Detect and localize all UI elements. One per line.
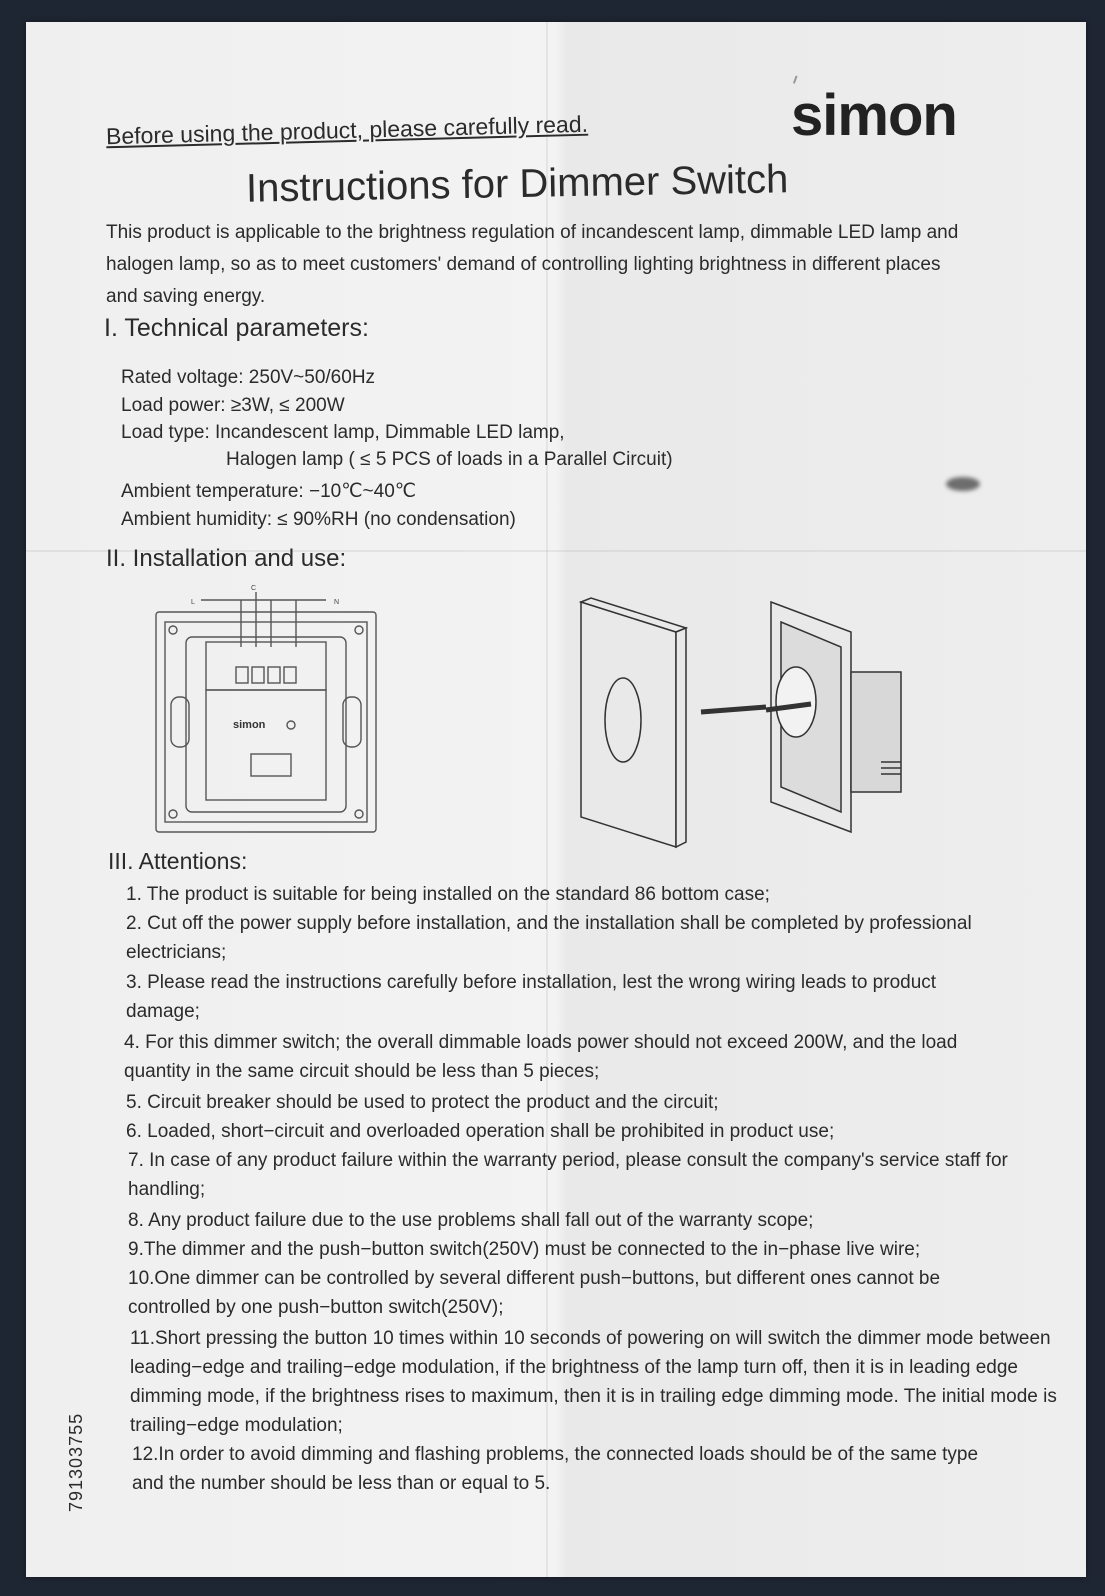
label-c: C — [251, 585, 257, 592]
param-load-power: Load power: ≥3W, ≤ 200W — [121, 395, 345, 416]
attention-item: 11.Short pressing the button 10 times within 10 seconds of powering on will switch the dimmer mode between leading−edge and trailing−edge modulation, if the brightness of the lamp turn off, then it is in leading edge dimming mode, if the brightness rises to maximum, then it is in trailing edge dimming mode. The initial mode is trailing−edge modulation; — [130, 1328, 1057, 1436]
diagram-brand: simon — [233, 719, 266, 731]
attention-item: 7. In case of any product failure within the warranty period, please consult the company's service staff for handling; — [128, 1150, 1008, 1200]
serial-number: 791303755 — [66, 1412, 86, 1512]
label-n: N — [334, 599, 340, 606]
page-title: Instructions for Dimmer Switch — [245, 157, 789, 211]
intro-text: This product is applicable to the brightness regulation of incandescent lamp, dimmable LED lamp and halogen lamp, so as to meet customers' demand of controlling lighting brightness in different places and saving energy. — [106, 222, 959, 307]
section-heading-attentions: III. Attentions: — [108, 848, 248, 874]
param-load-type: Load type: Incandescent lamp, Dimmable LED lamp, — [121, 422, 565, 443]
instruction-sheet — [26, 22, 1086, 1577]
wiring-diagram — [151, 582, 381, 837]
attention-item: 10.One dimmer can be controlled by several different push−buttons, but different ones cannot be controlled by one push−button switch(250V); — [128, 1268, 941, 1318]
read-notice: Before using the product, please carefully read. — [105, 110, 589, 150]
attention-item: 5. Circuit breaker should be used to protect the product and the circuit; — [126, 1092, 719, 1113]
attention-item: 8. Any product failure due to the use problems shall fall out of the warranty scope; — [128, 1210, 814, 1231]
brand-logo: simon — [791, 83, 957, 148]
attention-item: 6. Loaded, short−circuit and overloaded operation shall be prohibited in product use; — [126, 1121, 835, 1142]
attention-item: 2. Cut off the power supply before installation, and the installation shall be completed by professional electricians; — [126, 913, 972, 963]
attention-item: 4. For this dimmer switch; the overall dimmable loads power should not exceed 200W, and the load quantity in the same circuit should be less than 5 pieces; — [124, 1032, 958, 1082]
smudge-mark — [946, 477, 980, 491]
label-l: L — [191, 599, 195, 606]
attention-item: 3. Please read the instructions carefully before installation, lest the wrong wiring leads to product damage; — [126, 972, 937, 1022]
installation-drawing — [571, 592, 911, 852]
attention-item: 9.The dimmer and the push−button switch(250V) must be connected to the in−phase live wire; — [128, 1239, 921, 1260]
section-heading-installation: II. Installation and use: — [106, 545, 347, 572]
attention-item: 1. The product is suitable for being installed on the standard 86 bottom case; — [126, 884, 770, 905]
param-humidity: Ambient humidity: ≤ 90%RH (no condensation) — [121, 509, 516, 530]
section-heading-technical: I. Technical parameters: — [104, 314, 369, 342]
param-temperature: Ambient temperature: −10℃~40℃ — [121, 481, 417, 502]
attention-item: 12.In order to avoid dimming and flashing problems, the connected loads should be of the same type and the number should be less than or equal to 5. — [132, 1444, 979, 1494]
param-load-type-cont: Halogen lamp ( ≤ 5 PCS of loads in a Parallel Circuit) — [226, 449, 673, 470]
param-rated-voltage: Rated voltage: 250V~50/60Hz — [121, 367, 376, 388]
